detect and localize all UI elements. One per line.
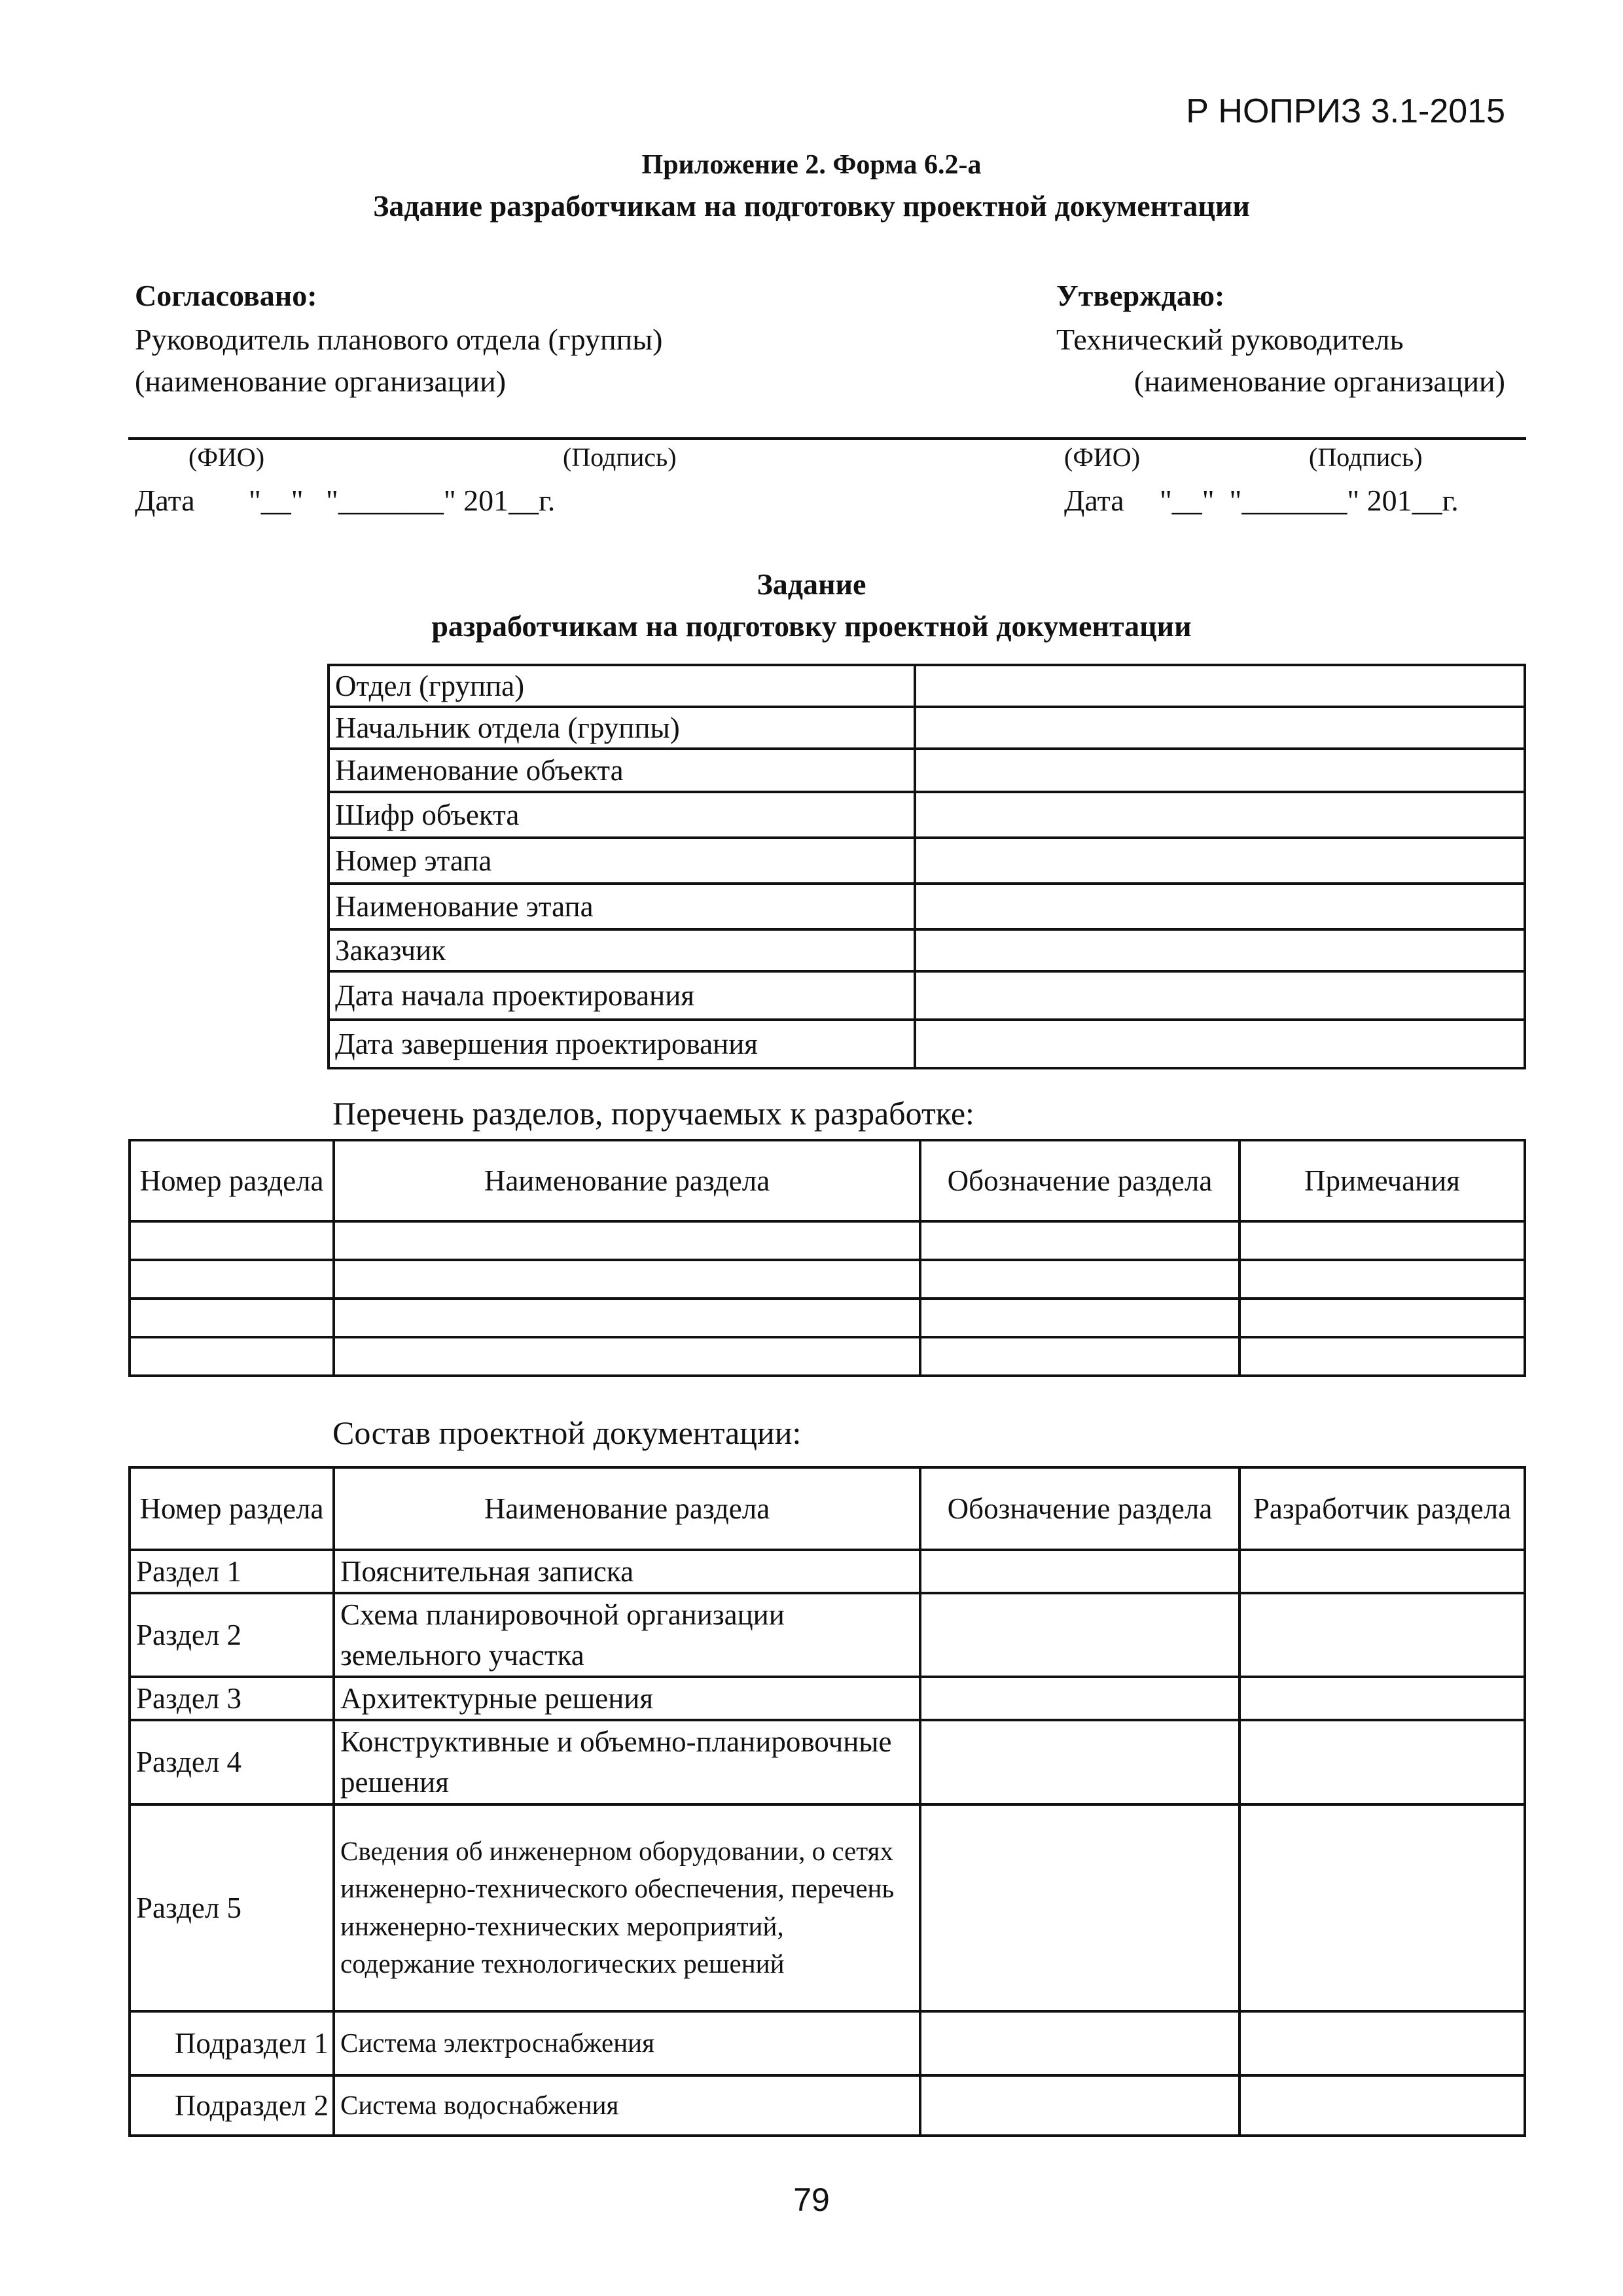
approved-org: (наименование организации) (1133, 365, 1505, 398)
table-cell[interactable] (920, 1804, 1240, 2011)
agreed-signature-label: (Подпись) (563, 442, 677, 472)
table-cell[interactable] (130, 1299, 334, 1337)
table-row (130, 1260, 1525, 1299)
task-field-label: Наименование этапа (329, 884, 915, 929)
task-field-value[interactable] (915, 749, 1525, 792)
table-row (329, 665, 1525, 707)
agreed-fio-label: (ФИО) (188, 442, 265, 472)
col-header-section-number: Номер раздела (130, 1467, 334, 1550)
table-row (130, 1720, 1525, 1804)
table-cell[interactable] (1240, 1593, 1525, 1677)
task-field-label: Начальник отдела (группы) (329, 707, 915, 749)
composition-caption: Состав проектной документации: (332, 1414, 802, 1451)
subsection-number: Подраздел 1 (130, 2011, 334, 2075)
task-field-label: Заказчик (329, 929, 915, 971)
task-field-value[interactable] (915, 884, 1525, 929)
table-cell[interactable] (1240, 2075, 1525, 2136)
table-row (130, 1221, 1525, 1260)
task-info-table (327, 664, 1526, 1069)
section-name: Архитектурные решения (334, 1677, 920, 1720)
table-cell[interactable] (1240, 1550, 1525, 1593)
table-row (130, 1804, 1525, 2011)
task-field-value[interactable] (915, 707, 1525, 749)
table-cell[interactable] (920, 1593, 1240, 1677)
agreed-date-label: Дата (135, 484, 195, 517)
document-code: Р НОПРИЗ 3.1-2015 (1186, 92, 1505, 130)
table-row (329, 1020, 1525, 1068)
section-name: Конструктивные и объемно-планировочные решения (334, 1720, 920, 1804)
signature-line (128, 437, 1526, 440)
section-name: Система водоснабжения (334, 2075, 920, 2136)
table-row (130, 2011, 1525, 2075)
table-row (329, 707, 1525, 749)
table-cell[interactable] (1240, 1260, 1525, 1299)
table-cell[interactable] (334, 1299, 920, 1337)
agreed-date-value: "__" "_______" 201__г. (249, 484, 556, 517)
task-field-value[interactable] (915, 792, 1525, 838)
agreed-heading: Согласовано: (135, 279, 317, 312)
approved-date-value: "__" "_______" 201__г. (1160, 484, 1459, 517)
col-header-developer: Разработчик раздела (1240, 1467, 1525, 1550)
section-name: Пояснительная записка (334, 1550, 920, 1593)
approved-signature-label: (Подпись) (1309, 442, 1423, 472)
task-field-value[interactable] (915, 971, 1525, 1020)
task-field-label: Дата начала проектирования (329, 971, 915, 1020)
table-cell[interactable] (920, 1299, 1240, 1337)
table-cell[interactable] (920, 2075, 1240, 2136)
table-row (329, 929, 1525, 971)
section-number: Раздел 3 (130, 1677, 334, 1720)
table-cell[interactable] (334, 1260, 920, 1299)
section-name: Система электроснабжения (334, 2011, 920, 2075)
table-cell[interactable] (1240, 1299, 1525, 1337)
task-field-value[interactable] (915, 838, 1525, 884)
table-cell[interactable] (334, 1337, 920, 1376)
table-cell[interactable] (1240, 1720, 1525, 1804)
approved-date-label: Дата (1064, 484, 1124, 517)
sections-list-table (128, 1139, 1526, 1377)
table-cell[interactable] (920, 1550, 1240, 1593)
task-field-label: Дата завершения проектирования (329, 1020, 915, 1068)
table-cell[interactable] (1240, 1337, 1525, 1376)
table-cell[interactable] (130, 1337, 334, 1376)
table-cell[interactable] (1240, 1677, 1525, 1720)
task-subtitle: разработчикам на подготовку проектной документации (431, 609, 1192, 643)
table-row (130, 1337, 1525, 1376)
approved-fio-label: (ФИО) (1064, 442, 1141, 472)
task-field-label: Шифр объекта (329, 792, 915, 838)
approved-role: Технический руководитель (1056, 323, 1404, 356)
task-field-value[interactable] (915, 665, 1525, 707)
task-field-label: Отдел (группа) (329, 665, 915, 707)
table-row (329, 749, 1525, 792)
table-row (130, 1550, 1525, 1593)
table-row (329, 838, 1525, 884)
table-row (130, 1299, 1525, 1337)
table-cell[interactable] (1240, 1221, 1525, 1260)
page-number: 79 (793, 2181, 830, 2218)
approved-heading: Утверждаю: (1056, 279, 1225, 312)
task-field-value[interactable] (915, 1020, 1525, 1068)
section-name: Сведения об инженерном оборудовании, о сетях инженерно-технического обеспечения, перечень инженерно-технических мероприятий, содержание технологических решений (334, 1804, 920, 2011)
col-header-section-code: Обозначение раздела (920, 1140, 1240, 1221)
table-cell[interactable] (920, 1221, 1240, 1260)
table-row (130, 1593, 1525, 1677)
sections-list-caption: Перечень разделов, поручаемых к разработке: (332, 1095, 974, 1132)
table-cell[interactable] (920, 2011, 1240, 2075)
col-header-section-number: Номер раздела (130, 1140, 334, 1221)
agreed-org: (наименование организации) (135, 365, 507, 398)
table-cell[interactable] (130, 1221, 334, 1260)
section-number: Раздел 2 (130, 1593, 334, 1677)
composition-table (128, 1466, 1526, 2137)
section-number: Раздел 1 (130, 1550, 334, 1593)
col-header-notes: Примечания (1240, 1140, 1525, 1221)
table-row (329, 971, 1525, 1020)
table-cell[interactable] (920, 1337, 1240, 1376)
subsection-number: Подраздел 2 (130, 2075, 334, 2136)
table-cell[interactable] (920, 1260, 1240, 1299)
page-title: Задание разработчикам на подготовку проектной документации (373, 189, 1250, 223)
table-row (329, 884, 1525, 929)
col-header-section-code: Обозначение раздела (920, 1467, 1240, 1550)
section-name: Схема планировочной организации земельного участка (334, 1593, 920, 1677)
table-row (329, 792, 1525, 838)
appendix-label: Приложение 2. Форма 6.2-а (641, 150, 982, 180)
task-title: Задание (757, 567, 866, 601)
section-number: Раздел 5 (130, 1804, 334, 2011)
table-row (130, 1677, 1525, 1720)
task-field-value[interactable] (915, 929, 1525, 971)
table-cell[interactable] (334, 1221, 920, 1260)
table-cell[interactable] (130, 1260, 334, 1299)
table-row (130, 2075, 1525, 2136)
table-cell[interactable] (920, 1677, 1240, 1720)
task-field-label: Наименование объекта (329, 749, 915, 792)
col-header-section-name: Наименование раздела (334, 1467, 920, 1550)
table-cell[interactable] (920, 1720, 1240, 1804)
section-number: Раздел 4 (130, 1720, 334, 1804)
task-field-label: Номер этапа (329, 838, 915, 884)
agreed-role: Руководитель планового отдела (группы) (135, 323, 663, 356)
table-cell[interactable] (1240, 2011, 1525, 2075)
table-cell[interactable] (1240, 1804, 1525, 2011)
col-header-section-name: Наименование раздела (334, 1140, 920, 1221)
